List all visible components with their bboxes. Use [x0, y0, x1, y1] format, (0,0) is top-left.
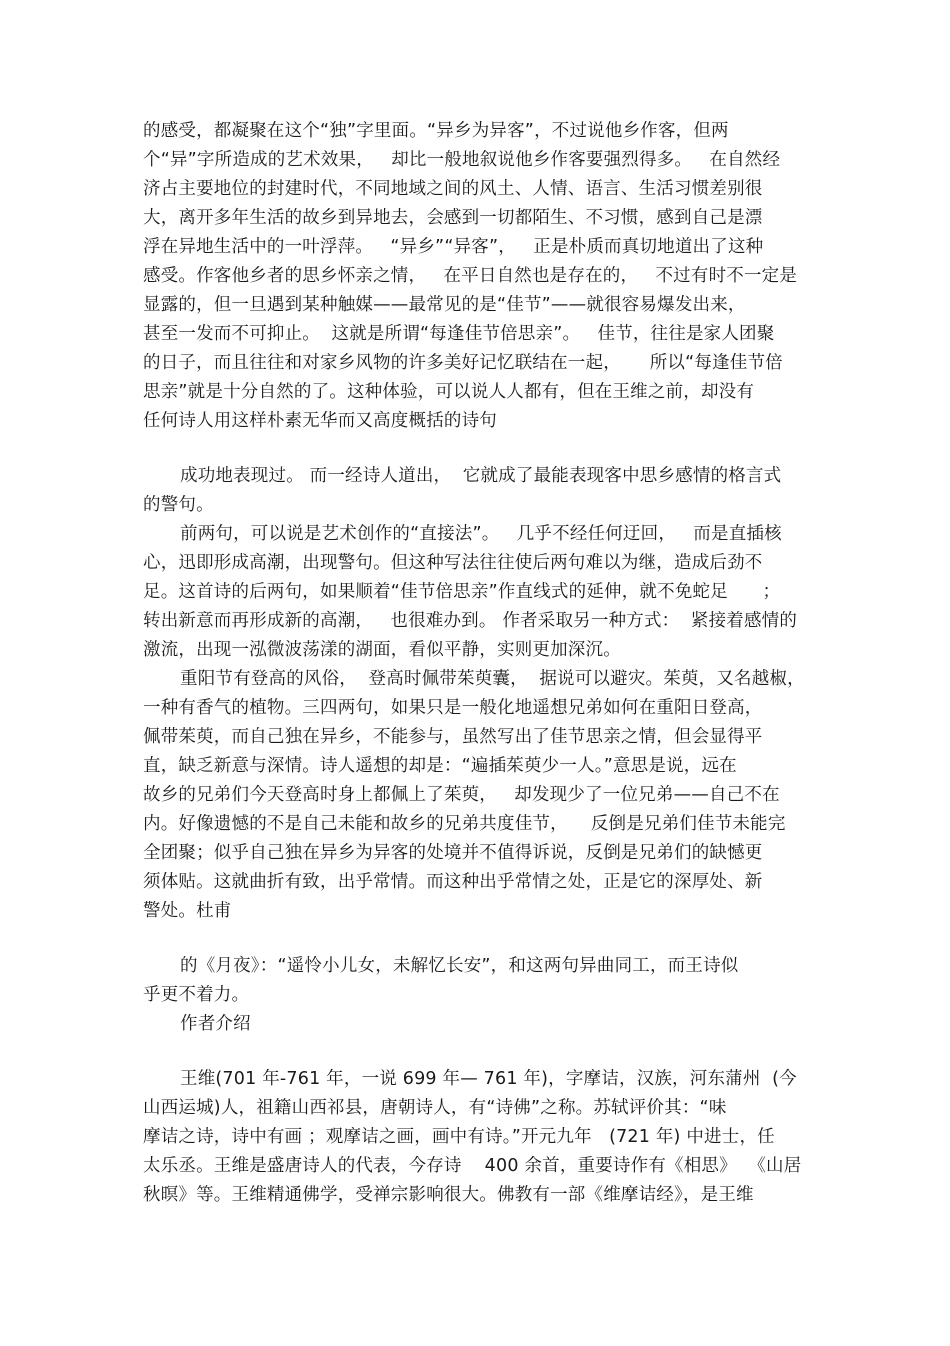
text-line: 甚至一发而不可抑止。 这就是所谓“每逢佳节倍思亲”。 佳节，往往是家人团聚: [143, 324, 775, 344]
text-line: 重阳节有登高的风俗， 登高时佩带茱萸囊， 据说可以避灾。茱萸，又名越椒，: [180, 669, 805, 689]
text-line: 前两句，可以说是艺术创作的“直接法”。 几乎不经任何迂回， 而是直插核: [180, 524, 782, 544]
text-line: 的《月夜》：“遥怜小儿女，未解忆长安”，和这两句异曲同工，而王诗似: [180, 956, 739, 976]
text-line: 摩诘之诗，诗中有画 ；观摩诘之画，画中有诗。”开元九年 (721 年) 中进士，任: [143, 1127, 775, 1147]
text-line: 心，迅即形成高潮，出现警句。但这种写法往往使后两句难以为继，造成后劲不: [143, 553, 763, 573]
text-line: 个“异”字所造成的艺术效果， 却比一般地叙说他乡作客要强烈得多。 在自然经: [143, 150, 781, 170]
text-line: 一种有香气的植物。三四两句，如果只是一般化地遥想兄弟如何在重阳日登高，: [143, 698, 763, 718]
text-line: 故乡的兄弟们今天登高时身上都佩上了茱萸， 却发现少了一位兄弟——自己不在: [143, 785, 780, 805]
text-line: 直，缺乏新意与深情。诗人遥想的却是：“遍插茱萸少一人。”意思是说，远在: [143, 756, 737, 776]
text-line: 足。这首诗的后两句，如果顺着“佳节倍思亲”作直线式的延伸，就不免蛇足 ；: [143, 582, 781, 602]
text-line: 佩带茱萸，而自己独在异乡，不能参与，虽然写出了佳节思亲之情，但会显得平: [143, 727, 763, 747]
text-line: 济占主要地位的封建时代，不同地域之间的风土、人情、语言、生活习惯差别很: [143, 179, 763, 199]
text-line: 的日子，而且往往和对家乡风物的许多美好记忆联结在一起， 所以“每逢佳节倍: [143, 353, 783, 373]
text-line: 的感受，都凝聚在这个“独”字里面。“异乡为异客”，不过说他乡作客，但两: [143, 121, 729, 141]
text-line: 感受。作客他乡者的思乡怀亲之情， 在平日自然也是存在的， 不过有时不一定是: [143, 266, 798, 286]
text-line: 任何诗人用这样朴素无华而又高度概括的诗句: [143, 411, 497, 431]
text-line: 大，离开多年生活的故乡到异地去，会感到一切都陌生、不习惯，感到自己是漂: [143, 208, 763, 228]
text-line: 思亲”就是十分自然的了。这种体验，可以说人人都有，但在王维之前，却没有: [143, 382, 755, 402]
text-line: 山西运城)人，祖籍山西祁县，唐朝诗人，有“诗佛”之称。苏轼评价其：“味: [143, 1098, 727, 1118]
text-line: 内。好像遗憾的不是自己未能和故乡的兄弟共度佳节， 反倒是兄弟们佳节未能完: [143, 814, 786, 834]
text-line: 激流，出现一泓微波荡漾的湖面，看似平静，实则更加深沉。: [143, 640, 621, 660]
text-line: 太乐丞。王维是盛唐诗人的代表，今存诗 400 余首，重要诗作有《相思》 《山居: [143, 1156, 802, 1176]
text-line: 转出新意而再形成新的高潮， 也很难办到。 作者采取另一种方式： 紧接着感情的: [143, 611, 798, 631]
text-line: 须体贴。这就曲折有致，出乎常情。而这种出乎常情之处，正是它的深厚处、新: [143, 872, 763, 892]
text-line: 王维(701 年-761 年，一说 699 年— 761 年)，字摩诘，汉族，河东蒲州 (今: [180, 1069, 797, 1089]
text-line: 的警句。: [143, 495, 214, 515]
text-line: 乎更不着力。: [143, 985, 250, 1005]
text-line: 全团聚；似乎自己独在异乡为异客的处境并不值得诉说，反倒是兄弟们的缺憾更: [143, 843, 763, 863]
text-line: 警处。杜甫: [143, 901, 232, 921]
text-line: 成功地表现过。 而一经诗人道出， 它就成了最能表现客中思乡感情的格言式: [180, 466, 782, 486]
text-line: 秋暝》等。王维精通佛学，受禅宗影响很大。佛教有一部《维摩诘经》，是王维: [143, 1185, 754, 1205]
section-heading: 作者介绍: [180, 1014, 251, 1034]
text-line: 浮在异地生活中的一叶浮萍。 “异乡”“异客”， 正是朴质而真切地道出了这种: [143, 237, 764, 257]
text-line: 显露的，但一旦遇到某种触媒——最常见的是“佳节”——就很容易爆发出来，: [143, 295, 746, 315]
